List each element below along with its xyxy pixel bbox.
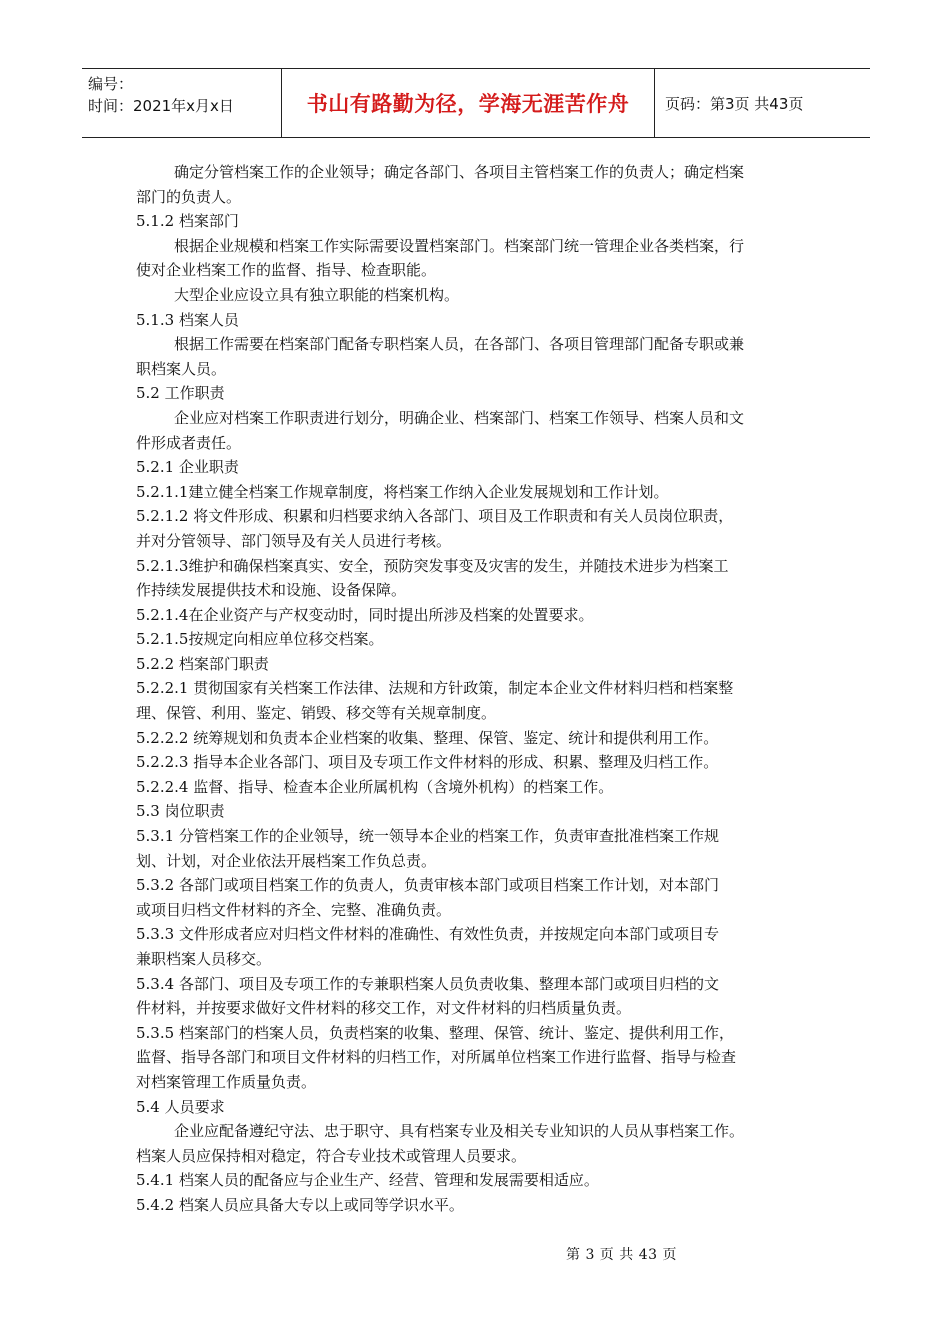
body-line: 理、保管、利用、鉴定、销毁、移交等有关规章制度。 (136, 704, 497, 723)
body-line: 5.2.1.5按规定向相应单位移交档案。 (136, 630, 384, 649)
header-slogan: 书山有路勤为径，学海无涯苦作舟 (282, 69, 655, 137)
body-line: 企业应对档案工作职责进行划分，明确企业、档案部门、档案工作领导、档案人员和文 (174, 408, 745, 427)
body-line: 5.2.2 档案部门职责 (136, 654, 269, 673)
document-date: 时间：2021年x月x日 (88, 97, 234, 115)
body-line: 5.4 人员要求 (136, 1097, 225, 1116)
body-line: 5.4.1 档案人员的配备应与企业生产、经营、管理和发展需要相适应。 (136, 1171, 599, 1190)
body-line: 监督、指导各部门和项目文件材料的归档工作，对所属单位档案工作进行监督、指导与检查 (136, 1048, 737, 1067)
body-line: 5.3 岗位职责 (136, 802, 225, 821)
body-line: 5.3.4 各部门、项目及专项工作的专兼职档案人员负责收集、整理本部门或项目归档的文 (136, 974, 719, 993)
body-line: 5.2.1.3维护和确保档案真实、安全，预防突发事变及灾害的发生，并随技术进步为档案工 (136, 556, 729, 575)
body-line: 5.3.2 各部门或项目档案工作的负责人，负责审核本部门或项目档案工作计划，对本部门 (136, 876, 719, 895)
body-line: 5.2 工作职责 (136, 384, 225, 403)
body-line: 5.3.3 文件形成者应对归档文件材料的准确性、有效性负责，并按规定向本部门或项目专 (136, 925, 719, 944)
document-number-label: 编号： (88, 75, 134, 93)
body-line: 5.2.2.4 监督、指导、检查本企业所属机构（含境外机构）的档案工作。 (136, 777, 614, 796)
body-line: 5.3.1 分管档案工作的企业领导，统一领导本企业的档案工作，负责审查批准档案工作规 (136, 827, 719, 846)
body-line: 5.2.2.1 贯彻国家有关档案工作法律、法规和方针政策，制定本企业文件材料归档和档案整 (136, 679, 734, 698)
body-line: 确定分管档案工作的企业领导；确定各部门、各项目主管档案工作的负责人；确定档案 (174, 163, 745, 181)
body-line: 5.1.2 档案部门 (136, 212, 239, 231)
body-line: 并对分管领导、部门领导及有关人员进行考核。 (136, 531, 452, 550)
body-line: 划、计划，对企业依法开展档案工作负总责。 (136, 851, 437, 870)
body-line: 对档案管理工作质量负责。 (136, 1072, 317, 1091)
body-line: 5.3.5 档案部门的档案人员，负责档案的收集、整理、保管、统计、鉴定、提供利用工作， (136, 1023, 734, 1042)
body-line: 5.2.1.2 将文件形成、积累和归档要求纳入各部门、项目及工作职责和有关人员岗位职责， (136, 507, 734, 526)
body-line: 5.2.2.3 指导本企业各部门、项目及专项工作文件材料的形成、积累、整理及归档工作。 (136, 753, 719, 772)
body-line: 根据企业规模和档案工作实际需要设置档案部门。档案部门统一管理企业各类档案，行 (174, 236, 745, 255)
body-line: 部门的负责人。 (136, 187, 242, 206)
document-body (136, 160, 826, 1218)
header-meta (82, 69, 282, 137)
body-line: 企业应配备遵纪守法、忠于职守、具有档案专业及相关专业知识的人员从事档案工作。 (174, 1122, 745, 1141)
page-footer: 第 3 页 共 43 页 (566, 1247, 677, 1263)
body-line: 或项目归档文件材料的齐全、完整、准确负责。 (136, 900, 452, 919)
body-line: 使对企业档案工作的监督、指导、检查职能。 (136, 261, 437, 280)
body-line: 件形成者责任。 (136, 433, 242, 452)
body-line: 职档案人员。 (136, 359, 227, 378)
body-line: 5.2.1.4在企业资产与产权变动时，同时提出所涉及档案的处置要求。 (136, 605, 594, 624)
body-line: 兼职档案人员移交。 (136, 950, 272, 968)
document-header (82, 68, 870, 138)
body-line: 5.1.3 档案人员 (136, 310, 239, 329)
header-page-info: 页码：第3页 共43页 (665, 94, 804, 113)
body-line: 作持续发展提供技术和设施、设备保障。 (136, 581, 407, 600)
body-line: 根据工作需要在档案部门配备专职档案人员，在各部门、各项目管理部门配备专职或兼 (174, 335, 745, 354)
body-line: 档案人员应保持相对稳定，符合专业技术或管理人员要求。 (136, 1146, 527, 1165)
body-line: 5.2.2.2 统筹规划和负责本企业档案的收集、整理、保管、鉴定、统计和提供利用工作。 (136, 728, 719, 747)
body-line: 5.2.1.1建立健全档案工作规章制度，将档案工作纳入企业发展规划和工作计划。 (136, 482, 669, 501)
body-line: 件材料，并按要求做好文件材料的移交工作，对文件材料的归档质量负责。 (136, 999, 632, 1018)
body-line: 大型企业应设立具有独立职能的档案机构。 (174, 285, 460, 304)
body-line: 5.2.1 企业职责 (136, 458, 239, 477)
body-line: 5.4.2 档案人员应具备大专以上或同等学识水平。 (136, 1195, 464, 1214)
